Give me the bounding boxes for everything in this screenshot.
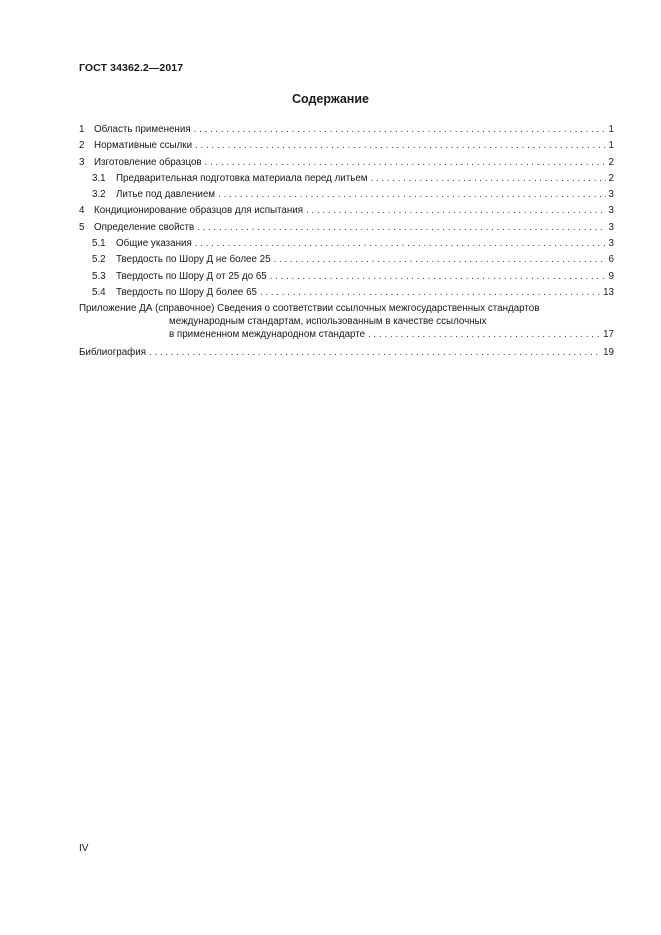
toc-entry-label: Область применения [94,124,191,135]
toc-entry-5[interactable] [79,220,614,236]
appendix-title-line-3-row [79,328,614,341]
toc-entry-5-1[interactable] [79,236,614,252]
dot-leader [260,285,600,301]
appendix-title-line-2: международным стандартам, использованным в качестве ссылочных [169,316,487,328]
document-code: ГОСТ 34362.2—2017 [79,62,184,74]
appendix-title-line-1: Приложение ДА (справочное) Сведения о соответствии ссылочных межгосударственных стандартов [79,303,540,315]
toc-entry-5-2[interactable] [79,252,614,268]
toc-entry-5-4[interactable] [79,285,614,301]
dot-leader [149,345,600,361]
dot-leader [306,203,605,219]
toc-entry-page: 3 [608,238,614,250]
toc-entry-1[interactable] [79,122,614,138]
toc-entry-number: 5 [79,221,85,233]
dot-leader [194,122,606,138]
toc-entry-number: 5.1 [92,238,106,250]
toc-entry-label: Литье под давлением [116,189,216,201]
toc-entry-label: Определение свойств [94,221,195,233]
toc-entry-label: Твердость по Шору Д от 25 до 65 [116,270,267,282]
toc-entry-5-3[interactable] [79,269,614,285]
dot-leader [205,155,606,171]
toc-entry-page: 17 [603,329,614,341]
page-number: IV [79,843,89,854]
toc-entry-page: 1 [608,140,614,152]
dot-leader [371,171,606,187]
toc-entry-number: 5.3 [92,270,106,282]
appendix-title-line-3: в примененном международном стандарте [169,329,366,341]
toc-entry-label: Кондиционирование образцов для испытания [94,205,304,217]
toc-entry-4[interactable] [79,203,614,219]
toc-entry-page: 6 [608,254,614,266]
dot-leader [195,138,606,154]
toc-entry-number: 3 [79,156,85,168]
toc-entry-number: 3.1 [92,172,106,184]
toc-title: Содержание [291,92,369,106]
toc-entry-number: 1 [79,124,85,135]
dot-leader [270,269,606,285]
toc-entry-page: 2 [608,156,614,168]
toc-entry-label: Твердость по Шору Д не более 25 [116,254,271,266]
toc-entry-3-2[interactable] [79,187,614,203]
toc-entry-page: 3 [608,221,614,233]
toc-entry-number: 3.2 [92,189,106,201]
toc-entry-label: Твердость по Шору Д более 65 [116,286,257,298]
dot-leader [274,252,606,268]
toc-entry-label: Изготовление образцов [94,156,202,168]
toc-entry-page: 3 [608,205,614,217]
dot-leader [218,187,606,203]
toc-entry-page: 13 [603,286,614,298]
toc-entry-3-1[interactable] [79,171,614,187]
toc-entry-label: Библиография [79,347,147,359]
toc-entry-page: 1 [608,124,614,135]
toc-entry-number: 4 [79,205,85,217]
toc-entry-page: 19 [603,347,614,359]
toc-entry-label: Предварительная подготовка материала перед литьем [116,172,368,184]
toc-entry-number: 5.4 [92,286,106,298]
toc-entry-bibliography[interactable] [79,345,614,361]
toc-entry-number: 2 [79,140,85,152]
dot-leader [197,220,605,236]
toc-entry-label: Нормативные ссылки [94,140,193,152]
dot-leader [368,328,600,341]
toc-entry-appendix[interactable] [79,302,614,341]
toc-entry-number: 5.2 [92,254,106,266]
toc-entry-3[interactable] [79,155,614,171]
toc-entry-page: 2 [608,172,614,184]
table-of-contents [79,122,614,362]
toc-entry-2[interactable] [79,138,614,154]
toc-entry-label: Общие указания [116,238,192,250]
toc-entry-page: 9 [608,270,614,282]
toc-entry-page: 3 [608,189,614,201]
dot-leader [195,236,606,252]
